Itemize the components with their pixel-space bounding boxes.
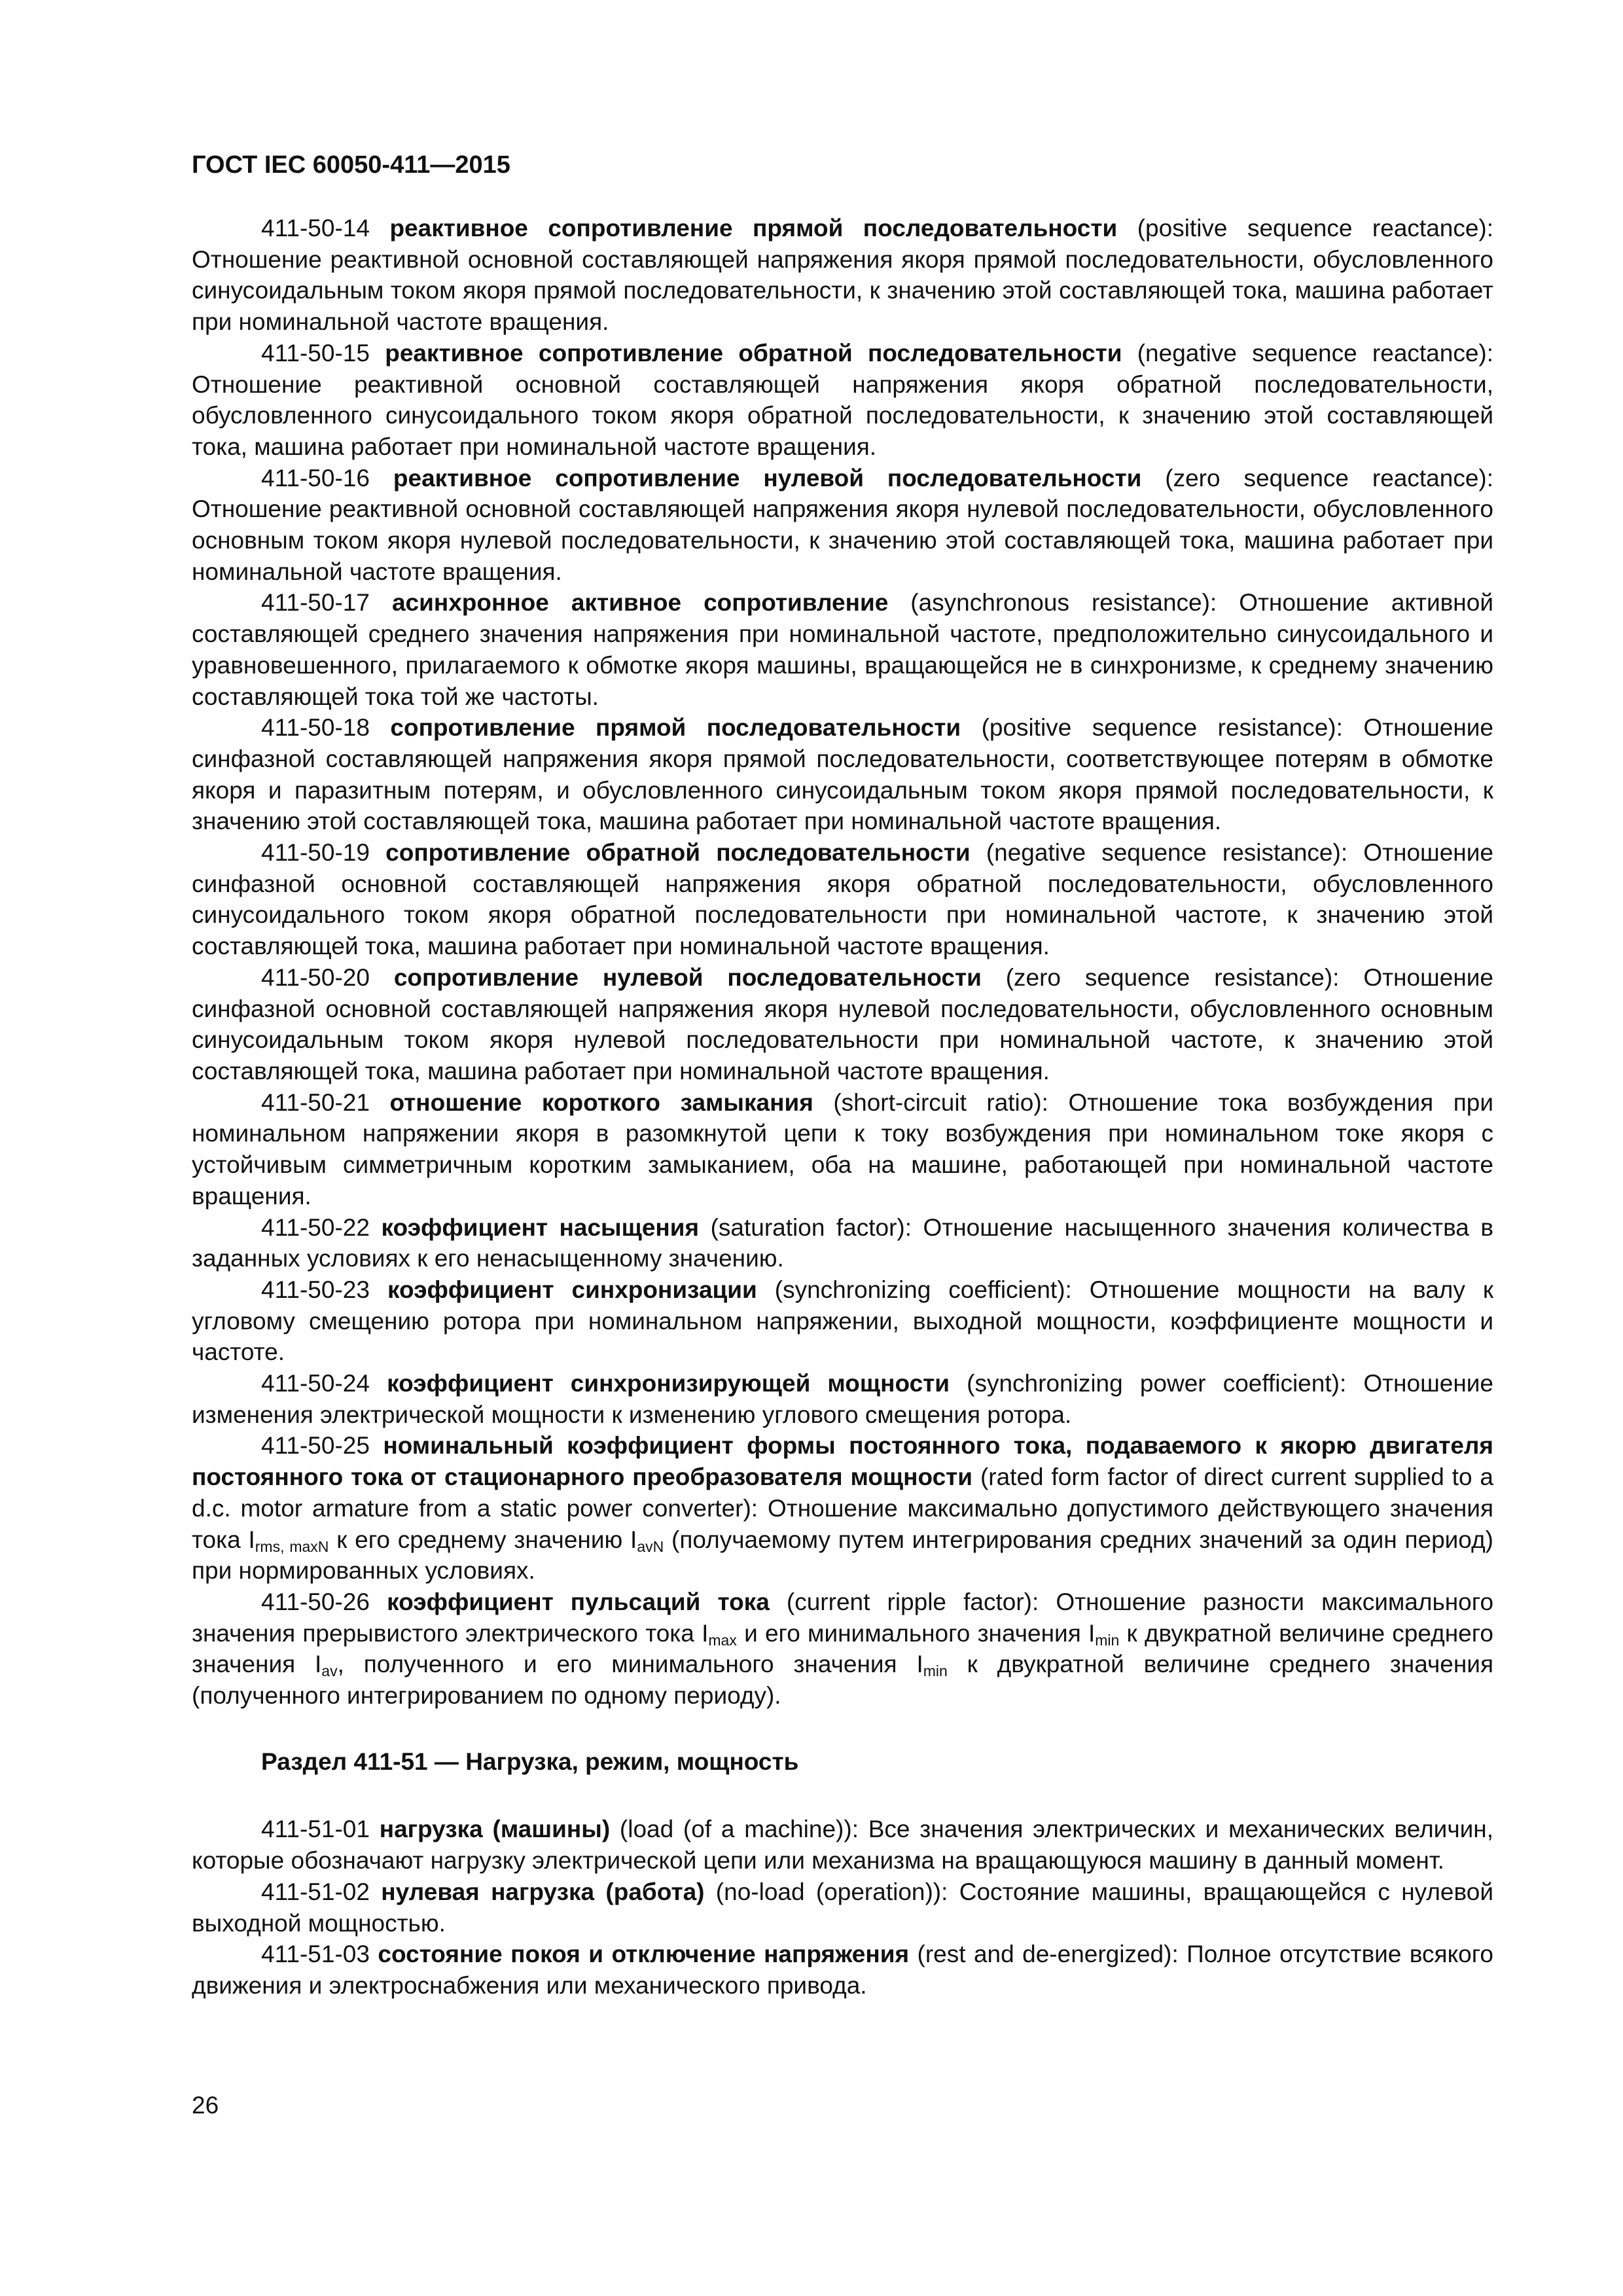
term-definition: (no-load (operation)): Состояние машины, вращающейся с нулевой выходной мощностью. bbox=[192, 1878, 1493, 1937]
term-entry-411-50-16 bbox=[192, 463, 1493, 588]
term-definition: (short-circuit ratio): Отношение тока возбуждения при номинальном напряжении якоря в разомкнутой цепи к току возбуждения при номинальном токе якоря с устойчивым симметричным коротким замыканием, оба на машине, работающей при номинальной частоте вращения. bbox=[192, 1088, 1493, 1210]
term-code: 411-50-20 bbox=[261, 963, 370, 991]
term-definition: (rated form factor of direct current supplied to a d.c. motor armature from a static power converter): Отношение максимально допустимого действующего значения тока I bbox=[192, 1463, 1493, 1553]
subscript: min bbox=[923, 1662, 948, 1680]
document-header: ГОСТ IEC 60050-411—2015 bbox=[192, 151, 510, 179]
term-code: 411-50-22 bbox=[261, 1213, 370, 1241]
term-name: отношение короткого замыкания bbox=[389, 1088, 813, 1116]
term-entry-411-50-26 bbox=[192, 1587, 1493, 1712]
term-entry-411-51-02 bbox=[192, 1876, 1493, 1939]
term-code: 411-50-23 bbox=[261, 1276, 370, 1303]
term-code: 411-51-03 bbox=[261, 1941, 370, 1968]
section-title: Раздел 411-51 — Нагрузка, режим, мощность bbox=[261, 1748, 799, 1775]
term-definition: (positive sequence resistance): Отношение синфазной составляющей напряжения якоря прямой последовательности, соответствующее потерям в обмотке якоря и паразитным потерям, и обусловленного синусоидальным током якоря прямой последовательности, к значению этой составляющей тока, машина работает при номинальной частоте вращения. bbox=[192, 714, 1494, 835]
term-code: 411-51-02 bbox=[261, 1878, 370, 1905]
term-entry-411-51-01 bbox=[192, 1814, 1493, 1876]
entries-list-411-51 bbox=[192, 1814, 1493, 2001]
term-name: коэффициент насыщения bbox=[381, 1213, 700, 1241]
document-body bbox=[192, 213, 1493, 2001]
term-name: реактивное сопротивление обратной последовательности bbox=[385, 339, 1122, 367]
term-definition: , полученного и его минимального значения I bbox=[337, 1651, 923, 1678]
term-name: нагрузка (машины) bbox=[379, 1816, 611, 1843]
term-name: сопротивление обратной последовательности bbox=[385, 839, 971, 867]
term-definition: (rest and de-energized): Полное отсутствие всякого движения и электроснабжения или механического привода. bbox=[192, 1941, 1494, 1999]
term-name: нулевая нагрузка (работа) bbox=[381, 1878, 705, 1905]
term-definition: (synchronizing power coefficient): Отношение изменения электрической мощности к изменению углового смещения ротора. bbox=[192, 1370, 1494, 1428]
term-entry-411-50-20 bbox=[192, 962, 1493, 1087]
term-name: коэффициент пульсаций тока bbox=[387, 1588, 770, 1615]
term-entry-411-50-24 bbox=[192, 1368, 1493, 1430]
term-code: 411-50-17 bbox=[261, 589, 370, 617]
term-code: 411-50-19 bbox=[261, 839, 370, 867]
term-code: 411-50-18 bbox=[261, 714, 370, 742]
term-entry-411-50-17 bbox=[192, 587, 1493, 712]
subscript: rms, maxN bbox=[255, 1537, 329, 1555]
term-entry-411-50-18 bbox=[192, 712, 1493, 837]
term-definition: (saturation factor): Отношение насыщенного значения количества в заданных условиях к его ненасыщенному значению. bbox=[192, 1213, 1494, 1272]
term-name: асинхронное активное сопротивление bbox=[391, 589, 889, 617]
term-entry-411-50-14 bbox=[192, 213, 1493, 338]
term-definition: (asynchronous resistance): Отношение активной составляющей среднего значения напряжения при номинальной частоте, предположительно синусоидального и уравновешенного, прилагаемого к обмотке якоря машины, вращающейся не в синхронизме, к среднему значению составляющей тока той же частоты. bbox=[192, 589, 1493, 710]
term-definition: (current ripple factor): Отношение разности максимального значения прерывистого электрического тока I bbox=[192, 1588, 1494, 1647]
page-number: 26 bbox=[192, 2092, 219, 2119]
term-code: 411-51-01 bbox=[261, 1816, 370, 1843]
term-definition: (synchronizing coefficient): Отношение мощности на валу к угловому смещению ротора при номинальном напряжении, выходной мощности, коэффициенте мощности и частоте. bbox=[192, 1276, 1494, 1366]
term-name: номинальный коэффициент формы постоянного тока, подаваемого к якорю двигателя постоянного тока от стационарного преобразователя мощности bbox=[192, 1432, 1494, 1491]
term-entry-411-50-19 bbox=[192, 837, 1493, 962]
term-definition: и его минимального значения I bbox=[736, 1619, 1096, 1647]
term-definition: к его среднему значению I bbox=[329, 1526, 637, 1553]
subscript: av bbox=[321, 1662, 338, 1680]
term-name: состояние покоя и отключение напряжения bbox=[378, 1941, 910, 1968]
term-code: 411-50-14 bbox=[261, 215, 370, 242]
term-definition: (negative sequence resistance): Отношение синфазной основной составляющей напряжения якоря обратной последовательности, обусловленного синусоидального током якоря обратной последовательности при номинальной частоте, к значению этой составляющей тока, машина работает при номинальной частоте вращения. bbox=[192, 839, 1493, 960]
term-name: сопротивление прямой последовательности bbox=[390, 714, 961, 742]
term-entry-411-50-15 bbox=[192, 338, 1493, 463]
term-definition: (zero sequence resistance): Отношение синфазной основной составляющей напряжения якоря нулевой последовательности, обусловленного основным синусоидальным током якоря нулевой последовательности при номинальной частоте, к значению этой составляющей тока, машина работает при номинальной частоте вращения. bbox=[192, 963, 1493, 1085]
term-code: 411-50-16 bbox=[261, 464, 370, 492]
term-code: 411-50-15 bbox=[261, 339, 370, 367]
term-definition: (negative sequence reactance): Отношение реактивной основной составляющей напряжения якоря обратной последовательности, обусловленного синусоидального током якоря обратной последовательности, к значению этой составляющей тока, машина работает при номинальной частоте вращения. bbox=[192, 339, 1494, 460]
term-code: 411-50-21 bbox=[261, 1088, 370, 1116]
term-entry-411-50-21 bbox=[192, 1087, 1493, 1212]
term-entry-411-51-03 bbox=[192, 1939, 1493, 2001]
term-definition: (zero sequence reactance): Отношение реактивной основной составляющей напряжения якоря нулевой последовательности, обусловленного основным током якоря нулевой последовательности, к значению этой составляющей тока, машина работает при номинальной частоте вращения. bbox=[192, 464, 1493, 585]
term-name: реактивное сопротивление прямой последовательности bbox=[389, 215, 1118, 242]
term-code: 411-50-24 bbox=[261, 1370, 370, 1397]
term-definition: (получаемому путем интегрирования средних значений за один период) при нормированных условиях. bbox=[192, 1526, 1493, 1585]
term-definition: (positive sequence reactance): Отношение реактивной основной составляющей напряжения якоря прямой последовательности, обусловленного синусоидальным током якоря прямой последовательности, к значению этой составляющей тока, машина работает при номинальной частоте вращения. bbox=[192, 215, 1494, 336]
term-definition: к двукратной величине среднего значения (полученного интегрированием по одному периоду). bbox=[192, 1651, 1493, 1710]
entries-list-411-50 bbox=[192, 213, 1493, 1430]
term-definition: к двукратной величине среднего значения I bbox=[192, 1619, 1493, 1678]
term-definition: (load (of a machine)): Все значения электрических и механических величин, которые обозначают нагрузку электрической цепи или механизма на вращающуюся машину в данный момент. bbox=[192, 1816, 1494, 1874]
subscript: max bbox=[708, 1631, 737, 1649]
term-name: коэффициент синхронизации bbox=[387, 1276, 757, 1303]
term-name: коэффициент синхронизирующей мощности bbox=[387, 1370, 950, 1397]
term-code: 411-50-25 bbox=[261, 1432, 370, 1460]
term-name: сопротивление нулевой последовательности bbox=[393, 963, 982, 991]
term-entry-411-50-25 bbox=[192, 1430, 1493, 1587]
subscript: min bbox=[1095, 1631, 1120, 1649]
subscript: avN bbox=[637, 1537, 664, 1555]
term-code: 411-50-26 bbox=[261, 1588, 370, 1615]
term-entry-411-50-23 bbox=[192, 1274, 1493, 1368]
term-name: реактивное сопротивление нулевой последовательности bbox=[393, 464, 1142, 492]
term-entry-411-50-22 bbox=[192, 1212, 1493, 1274]
